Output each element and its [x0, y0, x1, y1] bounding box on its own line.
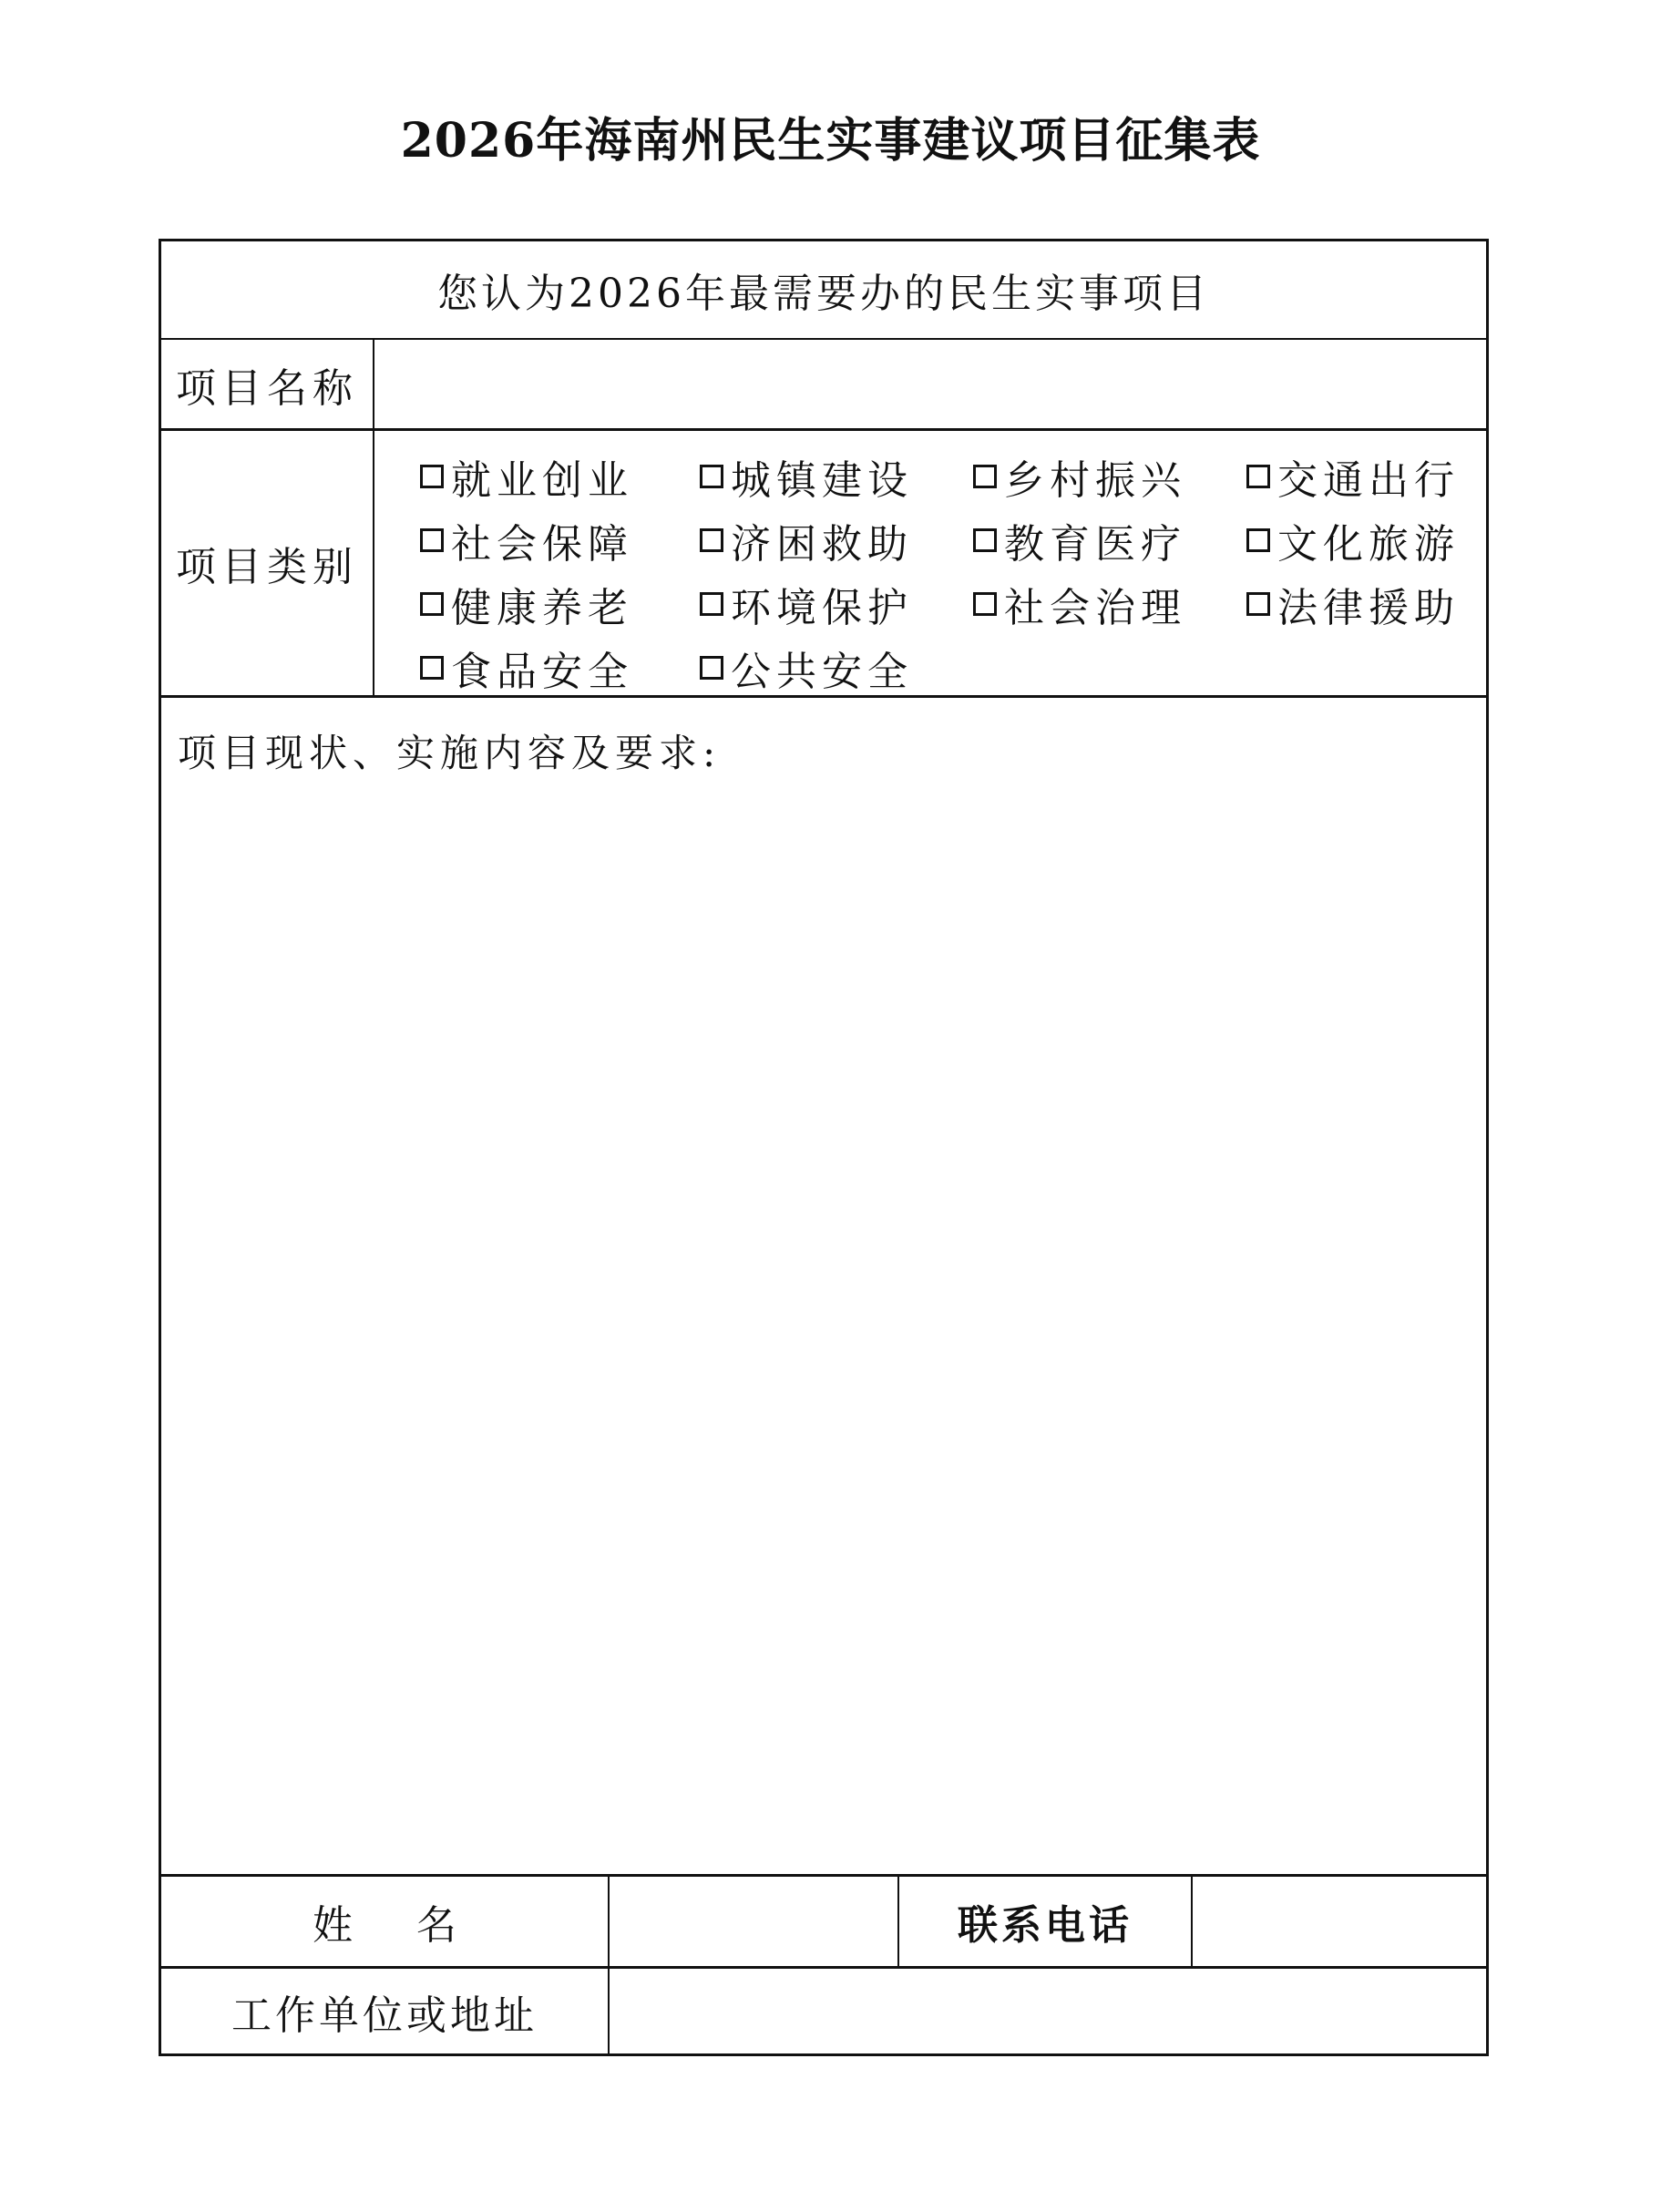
contact-row — [161, 1877, 1486, 1969]
category-option[interactable] — [973, 575, 1186, 633]
checkbox-icon[interactable] — [420, 465, 444, 488]
address-label: 工作单位或地址 — [161, 1969, 610, 2053]
category-option-label: 文化旅游 — [1277, 521, 1460, 568]
form-header-row: 您认为2026年最需要办的民生实事项目 — [161, 241, 1486, 340]
suggestion-form — [159, 239, 1489, 2056]
category-option-label: 环境保护 — [731, 585, 913, 631]
checkbox-icon[interactable] — [1246, 592, 1270, 616]
checkbox-icon[interactable] — [973, 592, 997, 616]
category-option-label: 公共安全 — [731, 649, 913, 695]
checkbox-icon[interactable] — [700, 656, 723, 680]
category-option[interactable] — [700, 511, 913, 569]
checkbox-icon[interactable] — [1246, 528, 1270, 552]
category-option-label: 就业创业 — [451, 457, 633, 504]
category-option[interactable] — [700, 639, 913, 697]
name-label: 姓名 — [161, 1877, 610, 1966]
checkbox-icon[interactable] — [420, 528, 444, 552]
category-option-label: 济困救助 — [731, 521, 913, 568]
category-option[interactable] — [420, 639, 633, 697]
checkbox-icon[interactable] — [973, 528, 997, 552]
project-category-row — [161, 431, 1486, 698]
category-option[interactable] — [1246, 575, 1460, 633]
checkbox-icon[interactable] — [1246, 465, 1270, 488]
category-option[interactable] — [1246, 511, 1460, 569]
project-name-row — [161, 340, 1486, 431]
name-field[interactable] — [610, 1877, 899, 1966]
category-option-label: 法律援助 — [1277, 585, 1460, 631]
category-option[interactable] — [420, 511, 633, 569]
category-option-label: 食品安全 — [451, 649, 633, 695]
checkbox-icon[interactable] — [700, 528, 723, 552]
project-name-label: 项目名称 — [161, 340, 374, 428]
category-option[interactable] — [1246, 447, 1460, 506]
project-content-row[interactable] — [161, 698, 1486, 1877]
project-name-field[interactable] — [374, 340, 1486, 428]
checkbox-icon[interactable] — [420, 592, 444, 616]
phone-field[interactable] — [1193, 1877, 1486, 1966]
category-option-label: 教育医疗 — [1004, 521, 1186, 568]
phone-label: 联系电话 — [899, 1877, 1193, 1966]
category-option-label: 社会治理 — [1004, 585, 1186, 631]
category-option[interactable] — [973, 511, 1186, 569]
project-category-label: 项目类别 — [161, 431, 374, 695]
category-option-label: 交通出行 — [1277, 457, 1460, 504]
category-option-label: 乡村振兴 — [1004, 457, 1186, 504]
category-option[interactable] — [420, 575, 633, 633]
category-option[interactable] — [973, 447, 1186, 506]
checkbox-icon[interactable] — [420, 656, 444, 680]
category-option[interactable] — [700, 575, 913, 633]
checkbox-icon[interactable] — [700, 465, 723, 488]
project-content-label: 项目现状、实施内容及要求: — [178, 731, 722, 775]
address-field[interactable] — [610, 1969, 1486, 2053]
category-option[interactable] — [420, 447, 633, 506]
project-category-options — [374, 431, 1486, 695]
address-row — [161, 1969, 1486, 2053]
category-option-label: 社会保障 — [451, 521, 633, 568]
checkbox-icon[interactable] — [700, 592, 723, 616]
category-option-label: 健康养老 — [451, 585, 633, 631]
page-title: 2026年海南州民生实事建议项目征集表 — [400, 113, 1261, 169]
category-option-label: 城镇建设 — [731, 457, 913, 504]
checkbox-icon[interactable] — [973, 465, 997, 488]
category-option[interactable] — [700, 447, 913, 506]
